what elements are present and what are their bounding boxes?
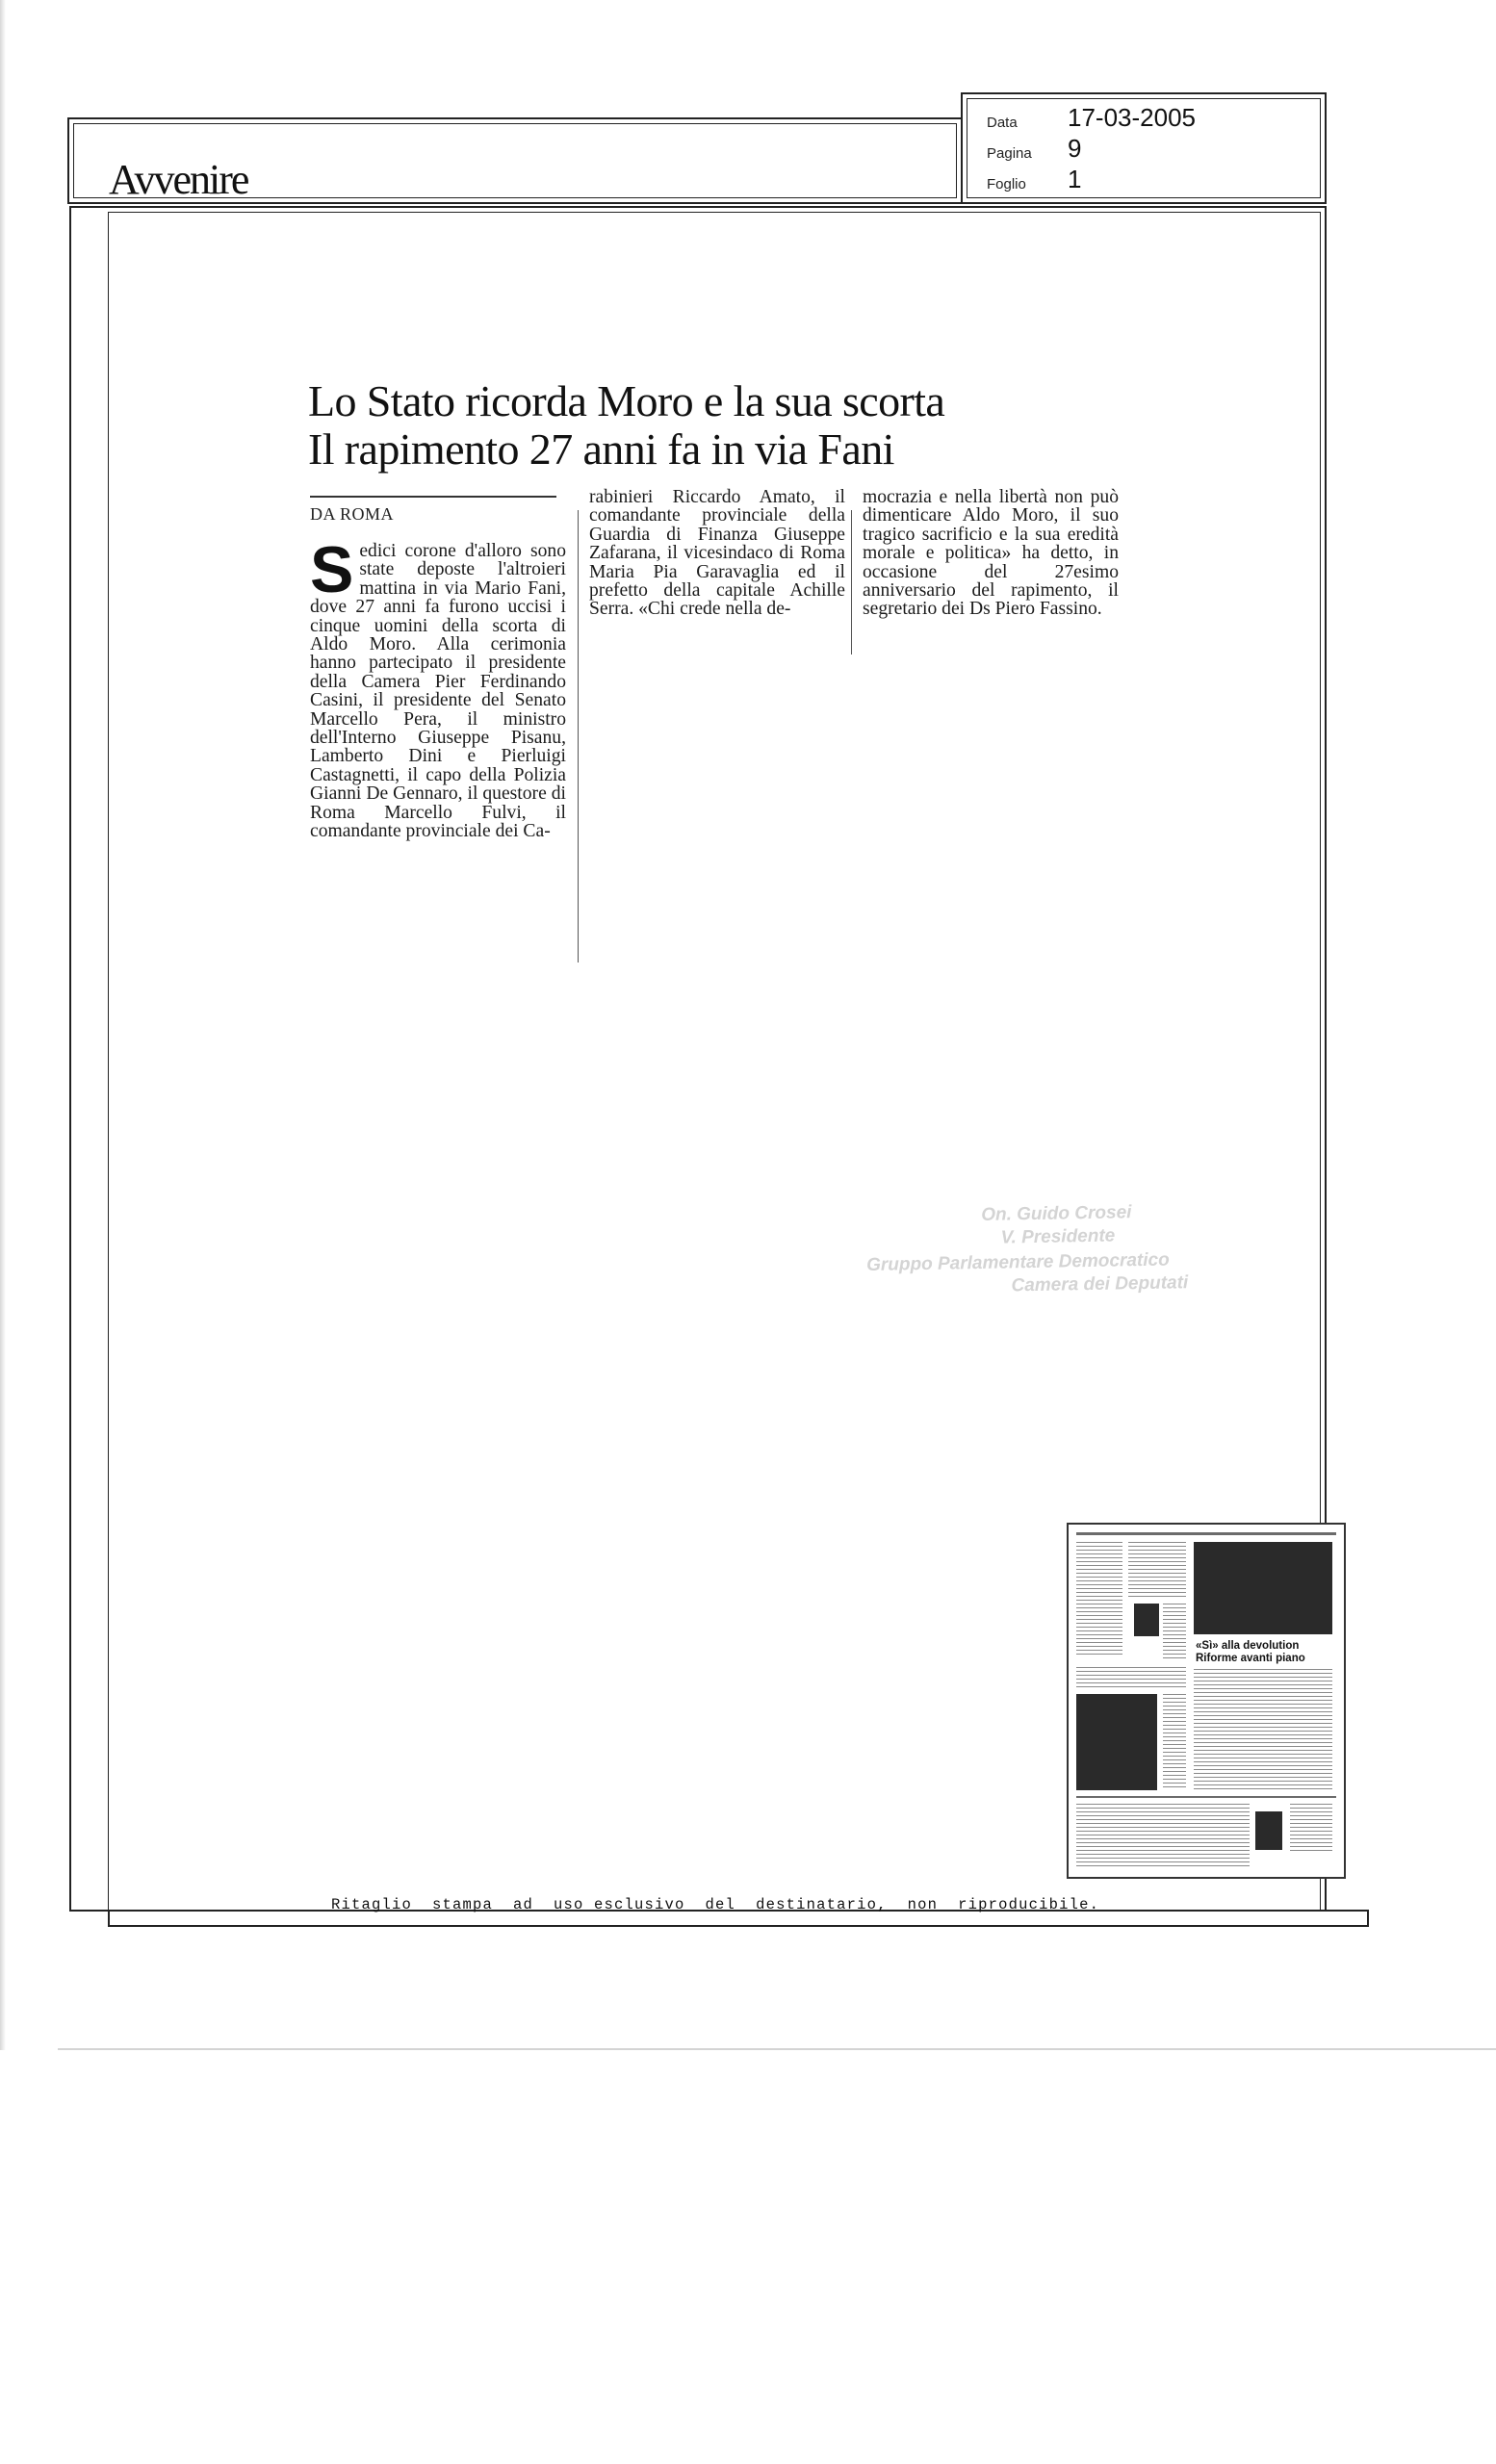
thumbnail-text-block <box>1076 1804 1250 1867</box>
stamp-line: Camera dei Deputati <box>1011 1272 1189 1296</box>
scan-bottom-edge <box>58 2048 1496 2050</box>
thumbnail-text-block <box>1076 1667 1186 1688</box>
thumbnail-photo <box>1076 1694 1157 1790</box>
scan-edge-shadow <box>0 0 6 2050</box>
footer-box <box>108 1912 1369 1927</box>
meta-label: Foglio <box>987 176 1026 192</box>
column-3-text: mocrazia e nella libertà non può dimenticare Aldo Moro, il suo tragico sacrificio e la sua eredità morale e politica» ha detto, in occasione del 27esimo anniversario del rapimento, il segretario dei Ds Piero Fassino. <box>863 487 1119 620</box>
thumbnail-text-block <box>1163 1694 1186 1790</box>
thumbnail-photo <box>1194 1542 1332 1634</box>
column-1-text: edici corone d'alloro sono state deposte l'altroieri mattina in via Mario Fani, dove 27 anni fa furono uccisi i cinque uomini della scorta di Aldo Moro. Alla cerimonia hanno partecipato il presidente della Camera Pier Ferdinando Casini, il presidente del Senato Marcello Pera, il ministro dell'Interno Giuseppe Pisanu, Lamberto Dini e Pierluigi Castagnetti, il capo della Polizia Gianni De Gennaro, il questore di Roma Marcello Fulvi, il comandante provinciale dei Ca- <box>310 541 566 842</box>
thumbnail-text-block <box>1194 1669 1332 1790</box>
stamp-line: V. Presidente <box>1000 1225 1116 1248</box>
meta-value: 1 <box>1068 165 1082 193</box>
stamp-line: On. Guido Crosei <box>981 1202 1132 1225</box>
column-2-text: rabinieri Riccardo Amato, il comandante provinciale della Guardia di Finanza Giuseppe Zafarana, il vicesindaco di Roma Maria Pia Garavaglia ed il prefetto della capitale Achille Serra. «Chi crede nella de- <box>589 487 845 620</box>
thumbnail-text-block <box>1076 1542 1122 1657</box>
thumbnail-headline: Riforme avanti piano <box>1196 1653 1305 1664</box>
header-inner-border <box>73 123 957 203</box>
dateline: DA ROMA <box>310 504 395 524</box>
meta-value: 17-03-2005 <box>1068 103 1196 132</box>
thumbnail-text-block <box>1128 1542 1186 1600</box>
faint-stamp <box>865 1199 1310 1313</box>
headline-line-2: Il rapimento 27 anni fa in via Fani <box>308 424 894 474</box>
thumbnail-top-rule <box>1076 1532 1336 1535</box>
article-column-2 <box>589 488 845 619</box>
thumbnail-text-block <box>1163 1604 1186 1661</box>
article-column-1 <box>310 533 566 842</box>
headline-line-1: Lo Stato ricorda Moro e la sua scorta <box>308 376 945 425</box>
article-column-3 <box>863 488 1119 619</box>
page-thumbnail <box>1067 1523 1346 1879</box>
reproduction-notice: Ritaglio stampa ad uso esclusivo del destinatario, non riproducibile. <box>331 1896 1100 1913</box>
column-divider <box>851 510 852 654</box>
drop-cap: S <box>310 533 354 606</box>
publication-meta-box <box>961 92 1327 204</box>
meta-inner-border <box>967 98 1321 198</box>
thumbnail-photo <box>1134 1604 1159 1636</box>
column-divider <box>578 510 579 962</box>
meta-value: 9 <box>1068 134 1082 163</box>
header-box <box>67 117 963 204</box>
thumbnail-headline: «Sì» alla devolution <box>1196 1640 1300 1652</box>
thumbnail-photo <box>1255 1811 1282 1850</box>
dateline-rule <box>310 496 556 498</box>
meta-label: Pagina <box>987 145 1032 162</box>
thumbnail-rule <box>1076 1796 1336 1798</box>
newspaper-masthead: Avvenire <box>109 156 248 203</box>
thumbnail-content <box>1076 1532 1336 1869</box>
meta-label: Data <box>987 115 1018 131</box>
stamp-line: Gruppo Parlamentare Democratico <box>865 1249 1170 1276</box>
thumbnail-text-block <box>1290 1804 1332 1852</box>
